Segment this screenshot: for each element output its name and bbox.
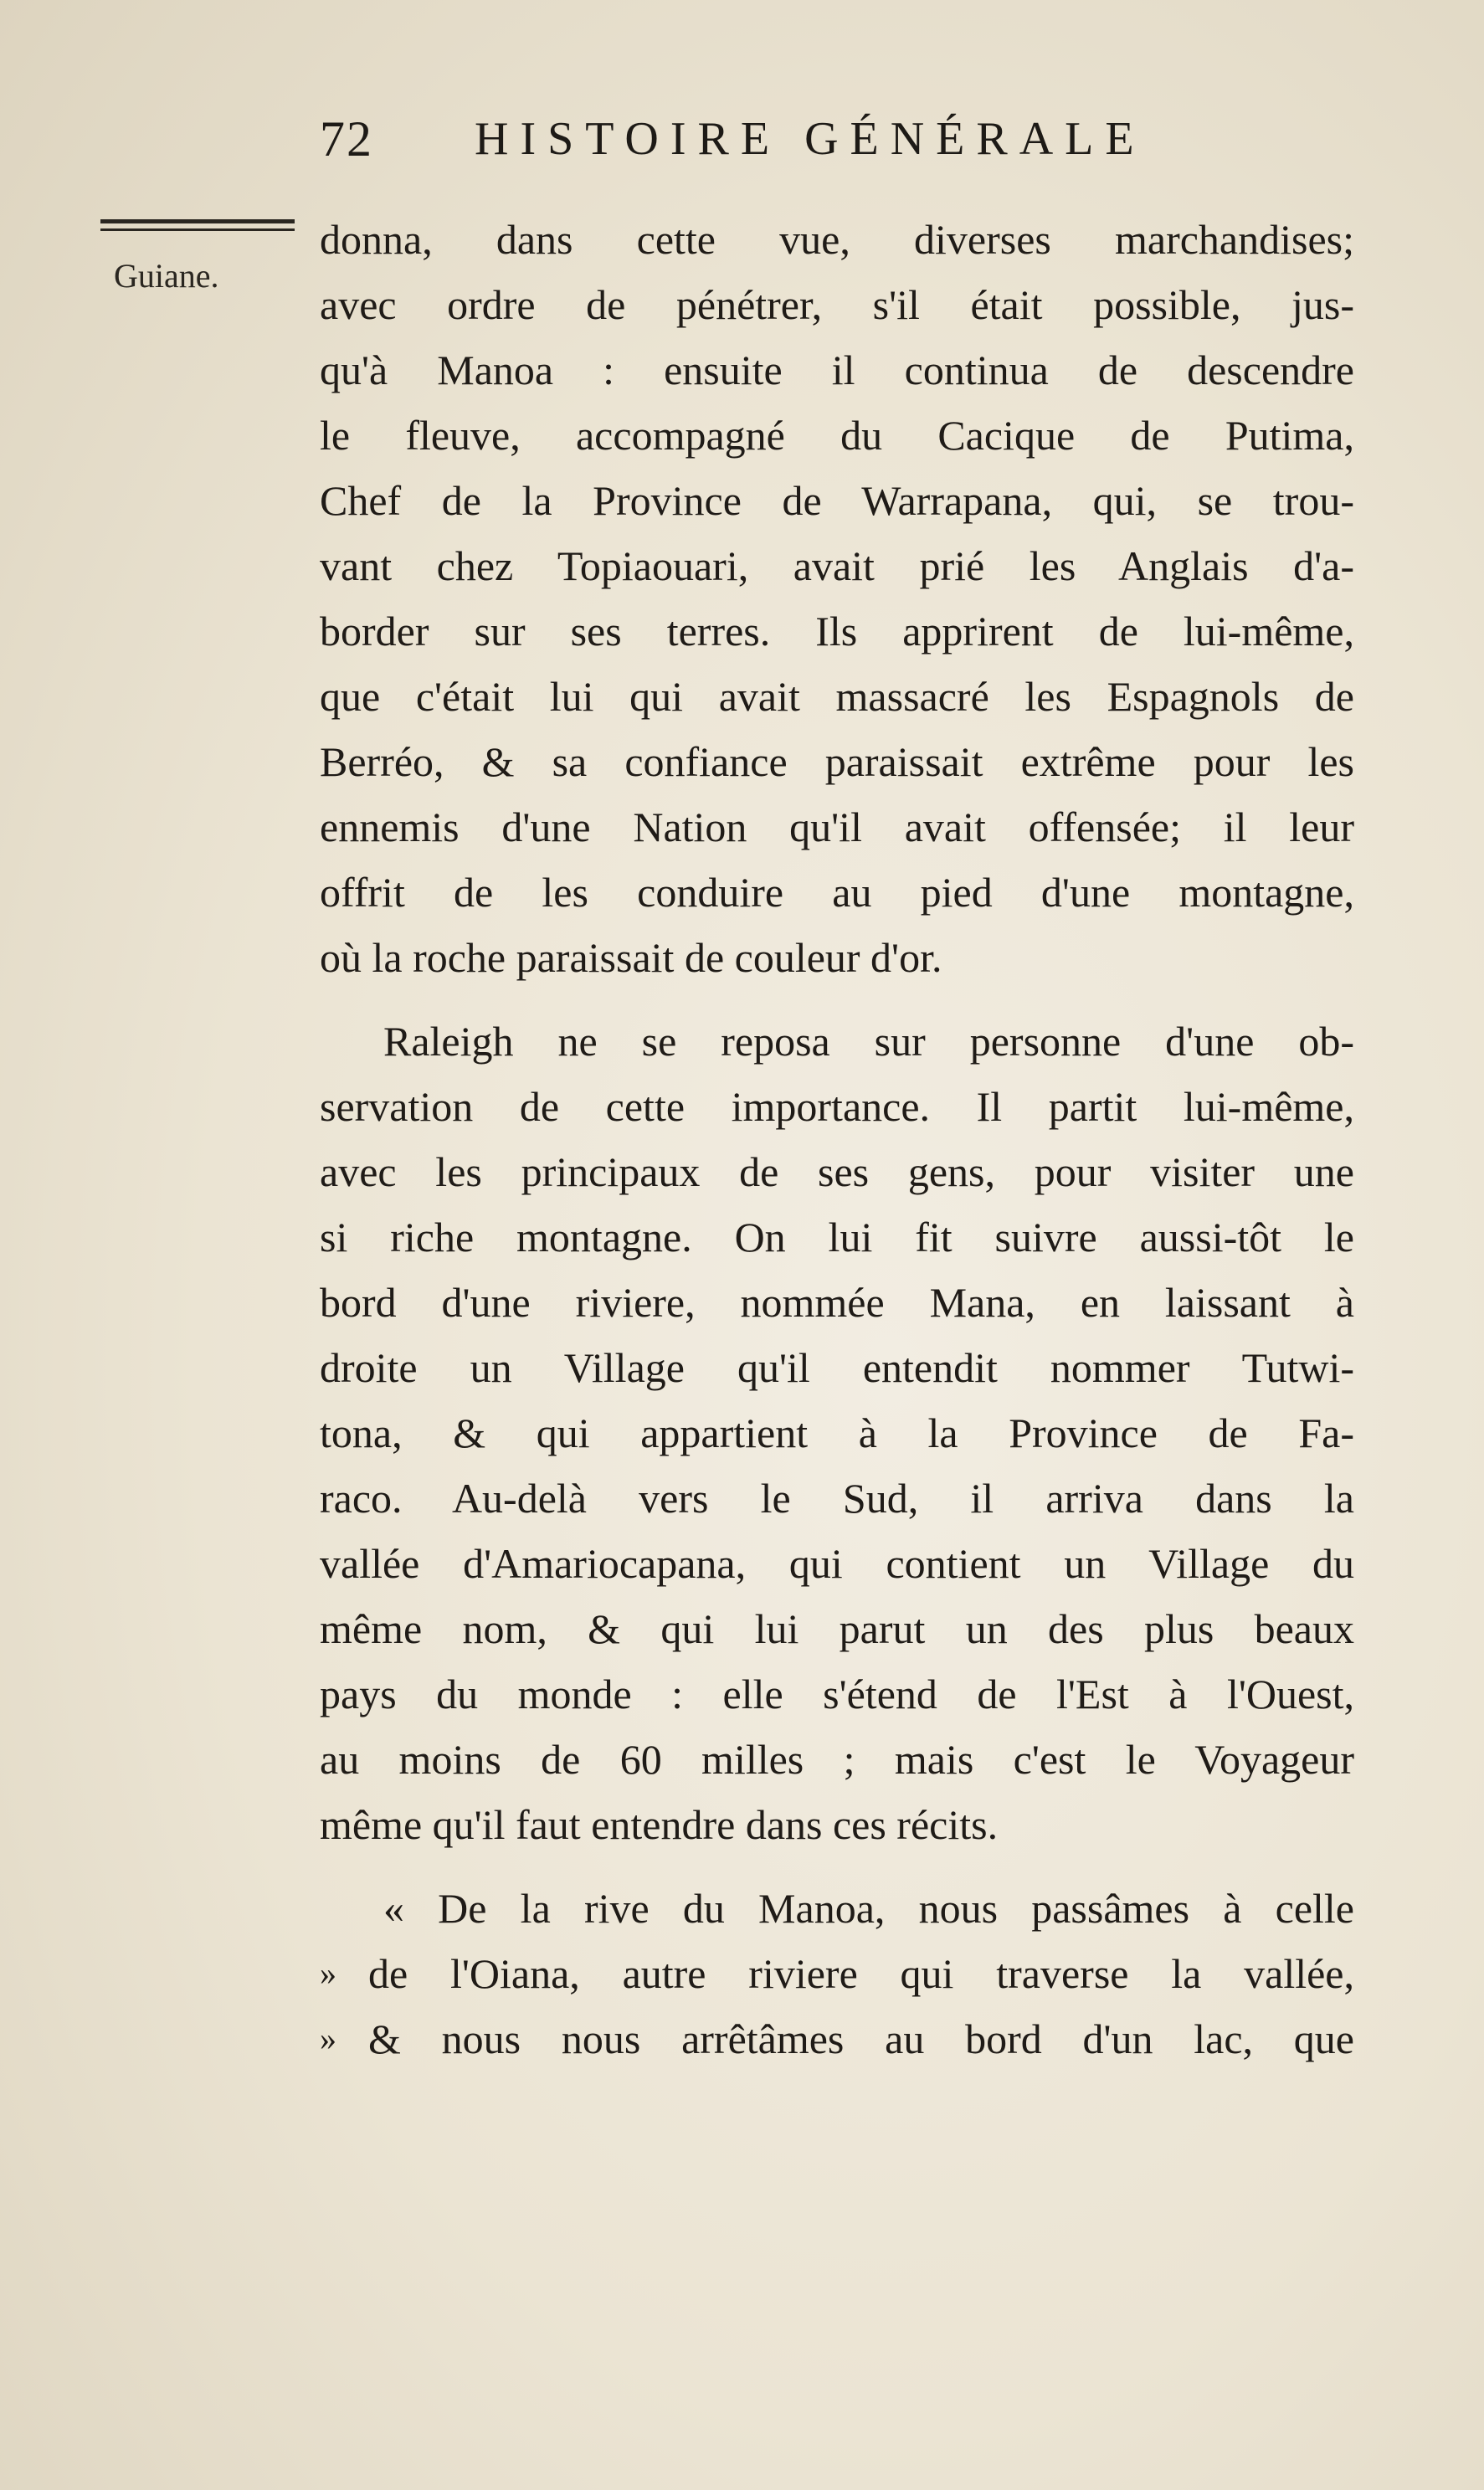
text-line: Chef de la Province de Warrapana, qui, se trou- — [320, 477, 1354, 524]
text-line: avec ordre de pénétrer, s'il était possible, jus- — [320, 281, 1354, 328]
page-header — [320, 110, 1232, 177]
running-head: HISTOIRE GÉNÉRALE — [475, 113, 1146, 165]
quote-mark: » — [320, 2020, 336, 2057]
text-line: Raleigh ne se reposa sur personne d'une ob- — [383, 1018, 1354, 1065]
text-line: de l'Oiana, autre riviere qui traverse la vallée, — [368, 1950, 1354, 1997]
text-line: vant chez Topiaouari, avait prié les Anglais d'a- — [320, 542, 1354, 589]
text-line: offrit de les conduire au pied d'une montagne, — [320, 869, 1354, 916]
text-line: même qu'il faut entendre dans ces récits. — [320, 1801, 999, 1848]
text-line: border sur ses terres. Ils apprirent de lui-même, — [320, 608, 1354, 655]
quote-mark: » — [320, 1954, 336, 1992]
text-line: pays du monde : elle s'étend de l'Est à l'Ouest, — [320, 1671, 1354, 1717]
text-line: « De la rive du Manoa, nous passâmes à celle — [383, 1885, 1354, 1932]
text-line: donna, dans cette vue, diverses marchandises; — [320, 216, 1354, 263]
text-line: où la roche paraissait de couleur d'or. — [320, 934, 942, 981]
text-line: au moins de 60 milles ; mais c'est le Voyageur — [320, 1736, 1354, 1783]
page-number: 72 — [320, 111, 373, 167]
margin-note: Guiane. — [114, 257, 219, 295]
text-line: raco. Au-delà vers le Sud, il arriva dans la — [320, 1475, 1354, 1522]
text-line: le fleuve, accompagné du Cacique de Putima, — [320, 412, 1354, 459]
text-line: que c'était lui qui avait massacré les Espagnols de — [320, 673, 1354, 720]
text-line: même nom, & qui lui parut un des plus beaux — [320, 1605, 1354, 1652]
text-line: bord d'une riviere, nommée Mana, en laissant à — [320, 1279, 1354, 1326]
text-line: avec les principaux de ses gens, pour visiter une — [320, 1148, 1354, 1195]
text-line: droite un Village qu'il entendit nommer Tutwi- — [320, 1344, 1354, 1391]
margin-rule — [100, 219, 295, 231]
text-line: & nous nous arrêtâmes au bord d'un lac, que — [368, 2015, 1354, 2062]
text-line: Berréo, & sa confiance paraissait extrême pour les — [320, 738, 1354, 785]
text-line: vallée d'Amariocapana, qui contient un Village du — [320, 1540, 1354, 1587]
text-line: servation de cette importance. Il partit lui-même, — [320, 1083, 1354, 1130]
text-line: qu'à Manoa : ensuite il continua de descendre — [320, 347, 1354, 393]
text-line: si riche montagne. On lui fit suivre aussi-tôt le — [320, 1214, 1354, 1260]
text-line: ennemis d'une Nation qu'il avait offensée; il leur — [320, 803, 1354, 850]
text-line: tona, & qui appartient à la Province de Fa- — [320, 1409, 1354, 1456]
